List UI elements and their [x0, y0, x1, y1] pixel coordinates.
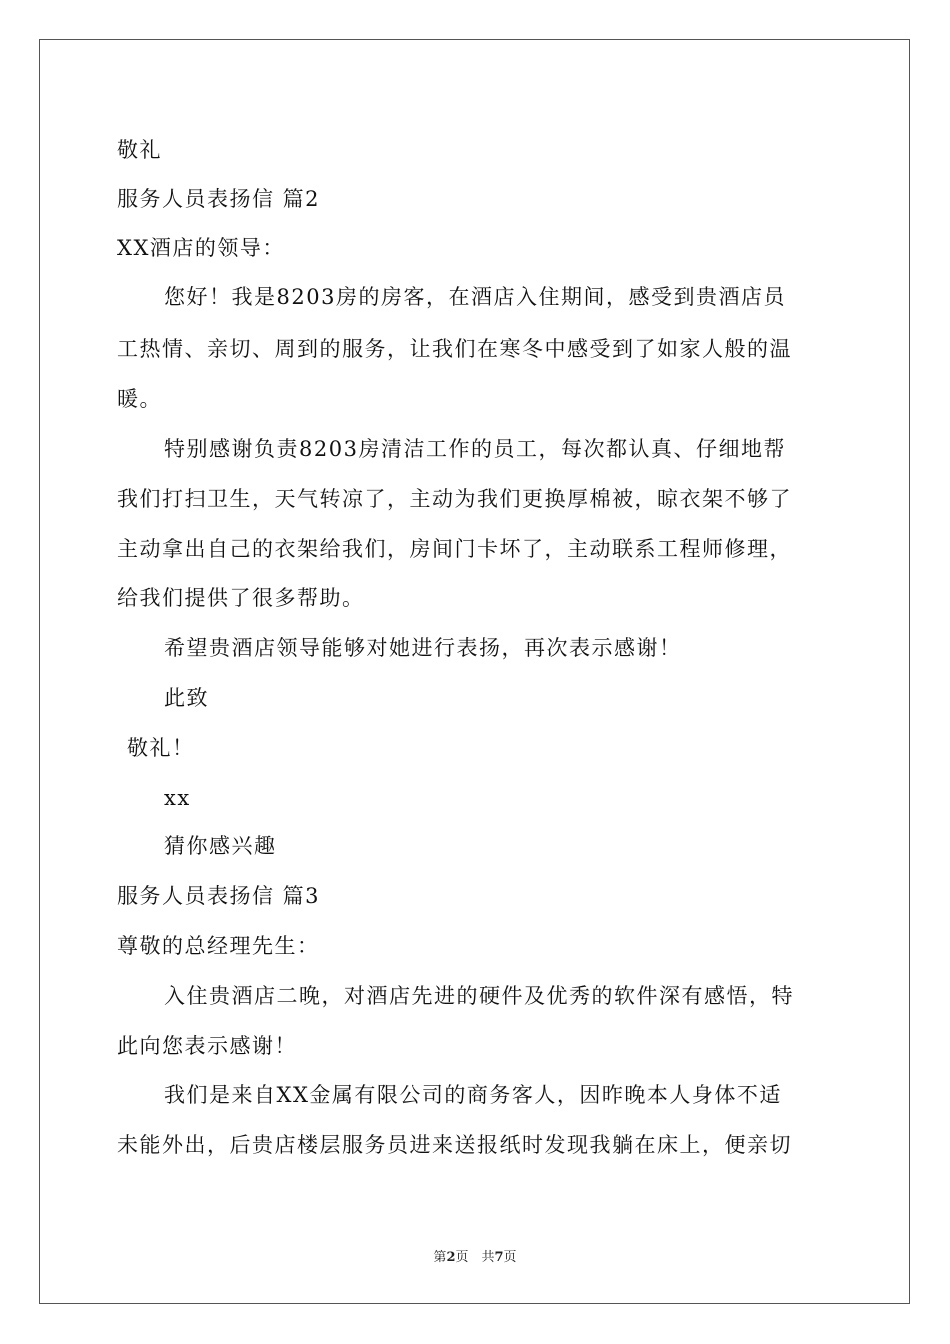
page-prefix: 第: [433, 1250, 447, 1265]
body-line: 给我们提供了很多帮助。: [117, 586, 365, 610]
page-footer: [0, 1246, 950, 1265]
total-page-number: 7: [494, 1250, 504, 1265]
body-line: 特别感谢负责8203房清洁工作的员工，每次都认真、仔细地帮: [164, 437, 786, 461]
body-line: 您好！我是8203房的房客，在酒店入住期间，感受到贵酒店员: [164, 285, 786, 309]
body-line: 暖。: [117, 387, 162, 411]
page-frame: [39, 39, 910, 1304]
closing-salutation: 敬礼: [117, 138, 162, 162]
body-line: 工热情、亲切、周到的服务，让我们在寒冬中感受到了如家人般的温: [117, 337, 792, 361]
body-line: 未能外出，后贵店楼层服务员进来送报纸时发现我躺在床上，便亲切: [117, 1133, 792, 1157]
current-page-number: 2: [446, 1250, 456, 1265]
related-heading: 猜你感兴趣: [164, 834, 277, 858]
body-line: 希望贵酒店领导能够对她进行表扬，再次表示感谢！: [164, 636, 682, 660]
body-line: 主动拿出自己的衣架给我们，房间门卡坏了，主动联系工程师修理，: [117, 537, 792, 561]
section-heading-3: 服务人员表扬信 篇3: [117, 884, 321, 908]
letter-addressee: XX酒店的领导：: [117, 236, 285, 260]
letter-addressee: 尊敬的总经理先生：: [117, 934, 320, 958]
page-mid: 页 共: [455, 1250, 495, 1265]
closing-salutation: 敬礼！: [127, 736, 195, 760]
signature: xx: [164, 786, 191, 810]
body-line: 入住贵酒店二晚，对酒店先进的硬件及优秀的软件深有感悟，特: [164, 984, 794, 1008]
closing-line: 此致: [164, 686, 209, 710]
body-line: 此向您表示感谢！: [117, 1034, 297, 1058]
page-suffix: 页: [503, 1250, 517, 1265]
section-heading-2: 服务人员表扬信 篇2: [117, 187, 321, 211]
body-line: 我们打扫卫生，天气转凉了，主动为我们更换厚棉被，晾衣架不够了: [117, 487, 792, 511]
body-line: 我们是来自XX金属有限公司的商务客人，因昨晚本人身体不适: [164, 1083, 782, 1107]
